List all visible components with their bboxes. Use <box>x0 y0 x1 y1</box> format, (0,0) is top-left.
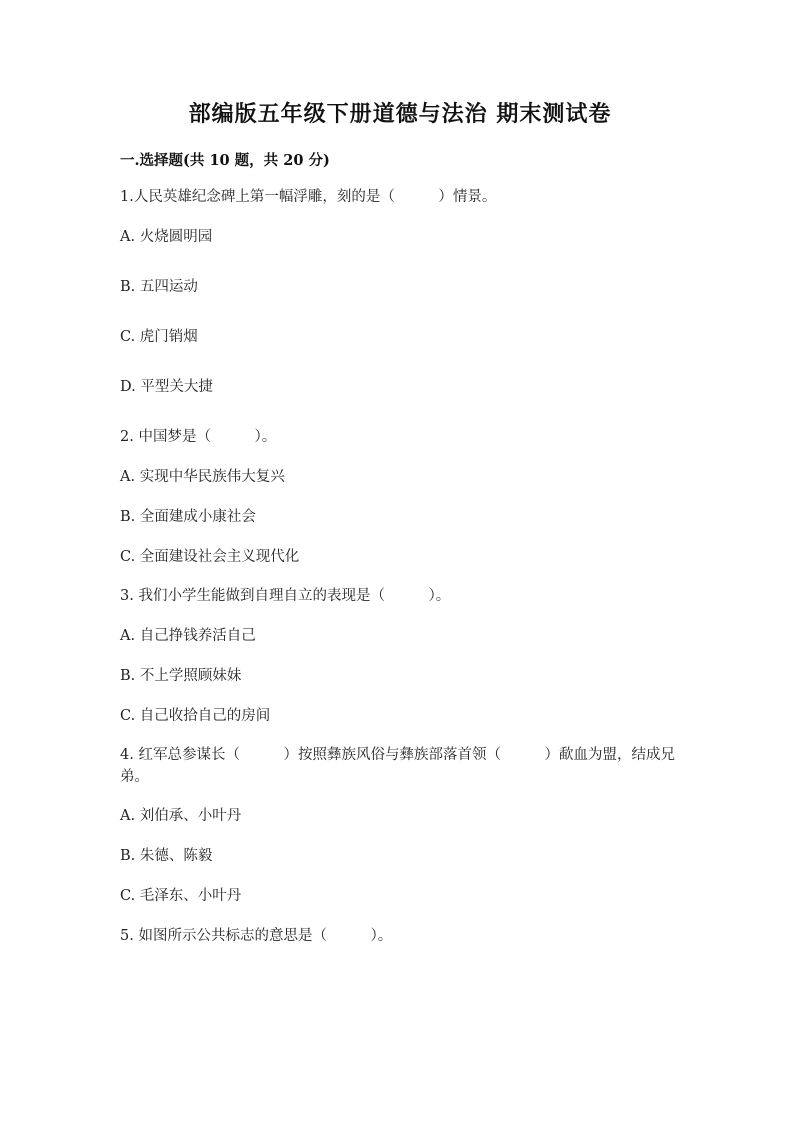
question-1-option-b: B. 五四运动 <box>120 279 198 295</box>
question-3-option-a: A. 自己挣钱养活自己 <box>120 628 256 644</box>
question-2-option-b: B. 全面建成小康社会 <box>120 509 256 525</box>
question-3-stem: 3. 我们小学生能做到自理自立的表现是（ ）。 <box>120 588 451 604</box>
question-3-option-b: B. 不上学照顾妹妹 <box>120 668 242 684</box>
question-1-stem: 1.人民英雄纪念碑上第一幅浮雕，刻的是（ ）情景。 <box>120 189 497 205</box>
question-4-option-c: C. 毛泽东、小叶丹 <box>120 888 242 904</box>
question-2-stem: 2. 中国梦是（ ）。 <box>120 429 277 445</box>
page-title: 部编版五年级下册道德与法治 期末测试卷 <box>188 101 612 127</box>
question-1-option-a: A. 火烧圆明园 <box>120 229 213 245</box>
question-2-option-c: C. 全面建设社会主义现代化 <box>120 549 300 565</box>
question-4-stem: 4. 红军总参谋长（ ）按照彝族风俗与彝族部落首领（ ）歃血为盟，结成兄弟。 <box>120 747 675 785</box>
question-1-option-d: D. 平型关大捷 <box>120 379 213 395</box>
question-2-option-a: A. 实现中华民族伟大复兴 <box>120 469 285 485</box>
question-3-option-c: C. 自己收拾自己的房间 <box>120 708 271 724</box>
question-5-stem: 5. 如图所示公共标志的意思是（ ）。 <box>120 928 393 944</box>
section-heading: 一.选择题(共 10 题，共 20 分) <box>120 152 330 169</box>
question-4-option-a: A. 刘伯承、小叶丹 <box>120 808 242 824</box>
question-4-option-b: B. 朱德、陈毅 <box>120 848 213 864</box>
question-1-option-c: C. 虎门销烟 <box>120 329 198 345</box>
